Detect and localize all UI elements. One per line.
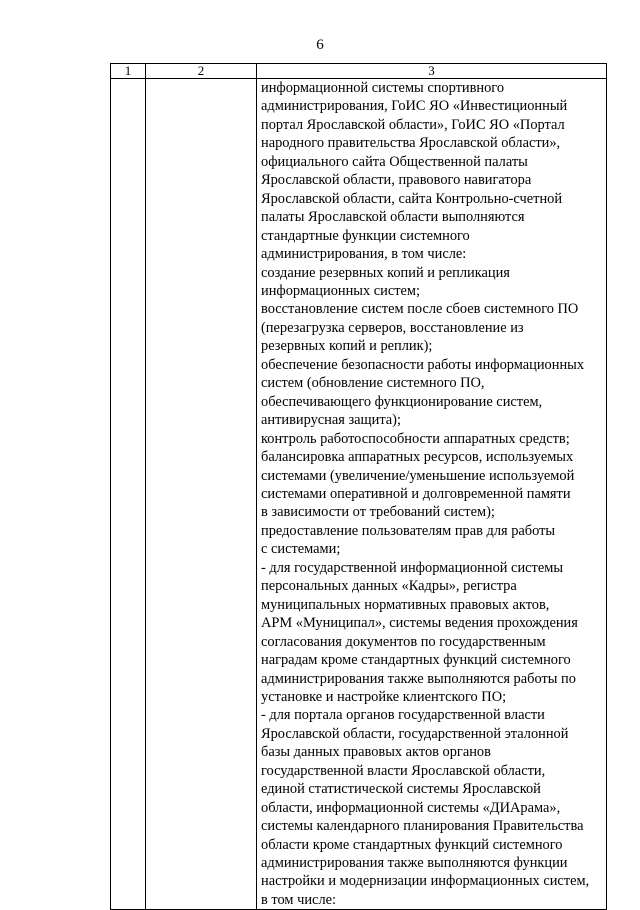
text-line: - для портала органов государственной власти: [261, 707, 545, 724]
text-line: единой статистической системы Ярославской: [261, 781, 541, 798]
text-line: администрирования, ГоИС ЯО «Инвестиционный: [261, 98, 568, 115]
page-number: 6: [316, 37, 324, 53]
text-line: администрирования также выполняются работы по: [261, 670, 576, 687]
text-line: администрирования, в том числе:: [261, 246, 467, 263]
text-line: согласования документов по государственным: [261, 633, 546, 650]
text-line: контроль работоспособности аппаратных средств;: [261, 430, 570, 447]
text-line: в зависимости от требований систем);: [261, 504, 495, 521]
text-line: Ярославской области, правового навигатора: [261, 172, 532, 189]
text-line: восстановление систем после сбоев системного ПО: [261, 301, 579, 318]
col2-cell: [146, 79, 257, 910]
text-line: области кроме стандартных функций системного: [261, 836, 563, 853]
column-header-3: 3: [257, 64, 607, 79]
text-line: наградам кроме стандартных функций системного: [261, 652, 571, 669]
table-header-row: [111, 64, 607, 79]
text-line: народного правительства Ярославской области»,: [261, 135, 561, 152]
text-line: администрирования также выполняются функции: [261, 855, 568, 872]
text-line: базы данных правовых актов органов: [261, 744, 491, 761]
text-line: установке и настройке клиентского ПО;: [261, 688, 507, 705]
text-line: информационных систем;: [261, 282, 421, 299]
text-line: стандартные функции системного: [261, 227, 470, 244]
document-table: [110, 63, 607, 910]
text-line: балансировка аппаратных ресурсов, используемых: [261, 449, 574, 466]
text-line: системы календарного планирования Правительства: [261, 818, 584, 835]
col3-cell: [257, 79, 607, 910]
text-line: информационной системы спортивного: [261, 80, 505, 96]
text-line: системами оперативной и долговременной памяти: [261, 485, 571, 502]
text-line: резервных копий и реплик);: [261, 338, 433, 355]
text-line: систем (обновление системного ПО,: [261, 375, 485, 392]
text-line: - для государственной информационной системы: [261, 559, 563, 576]
text-line: антивирусная защита);: [261, 412, 401, 429]
text-line: предоставление пользователям прав для работы: [261, 522, 556, 539]
col1-cell: [111, 79, 146, 910]
text-line: системами (увеличение/уменьшение используемой: [261, 467, 575, 484]
column-header-2: 2: [146, 64, 257, 79]
text-line: обеспечение безопасности работы информационных: [261, 356, 585, 373]
text-line: государственной власти Ярославской области,: [261, 762, 546, 779]
text-line: муниципальных нормативных правовых актов,: [261, 596, 550, 613]
text-line: области, информационной системы «ДИАрама»,: [261, 799, 561, 816]
text-line: палаты Ярославской области выполняются: [261, 209, 525, 226]
text-line: АРМ «Муниципал», системы ведения прохождения: [261, 615, 578, 632]
text-line: Ярославской области, государственной эталонной: [261, 725, 569, 742]
text-line: официального сайта Общественной палаты: [261, 153, 528, 170]
text-line: обеспечивающего функционирование систем,: [261, 393, 543, 410]
table-row: [111, 79, 607, 910]
col3-text: [261, 79, 604, 909]
text-line: настройки и модернизации информационных систем,: [261, 873, 590, 890]
text-line: в том числе:: [261, 891, 337, 908]
column-header-1: 1: [111, 64, 146, 79]
text-line: создание резервных копий и репликация: [261, 264, 510, 281]
text-line: с системами;: [261, 541, 341, 558]
text-line: портал Ярославской области», ГоИС ЯО «Портал: [261, 116, 565, 133]
text-line: персональных данных «Кадры», регистра: [261, 578, 517, 595]
text-line: Ярославской области, сайта Контрольно-счетной: [261, 190, 563, 207]
text-line: (перезагрузка серверов, восстановление из: [261, 319, 524, 336]
